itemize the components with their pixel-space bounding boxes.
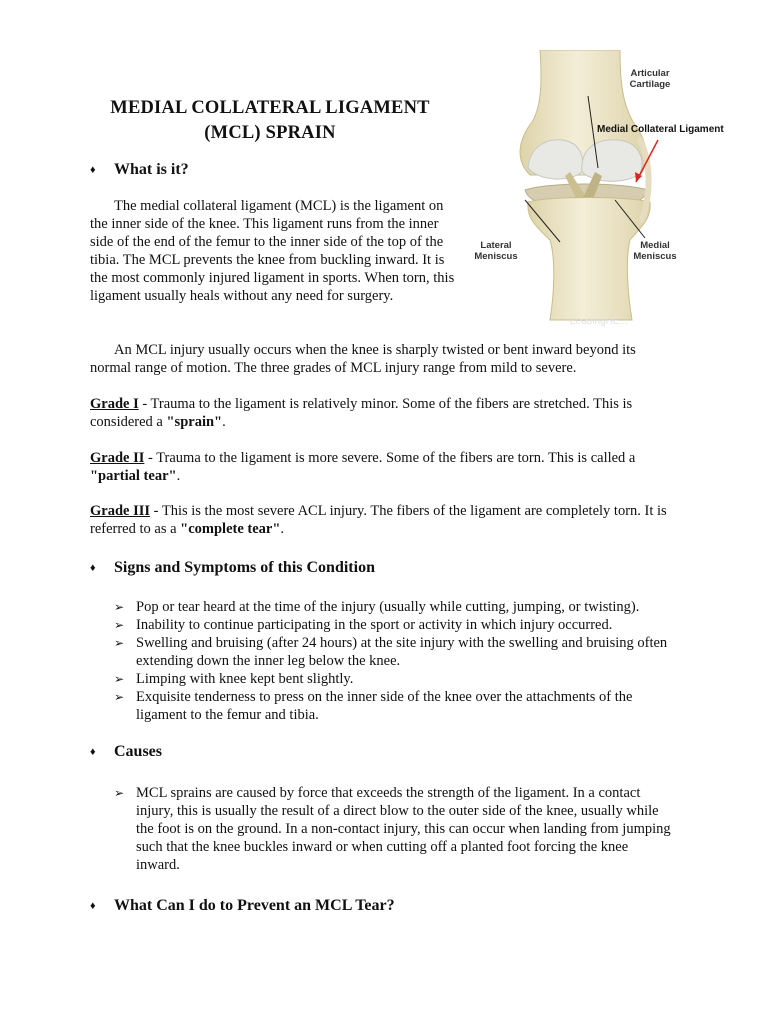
arrow-bullet-icon: ➢ xyxy=(114,786,125,800)
grade-3-term: Grade III xyxy=(90,503,151,519)
diamond-bullet-icon: ♦ xyxy=(90,900,96,912)
list-item xyxy=(114,688,674,724)
medial-meniscus-label-line1: Medial xyxy=(640,240,670,251)
grade-3-text: - This is the most severe ACL injury. The fibers of the ligament are completely torn. It is referred to as a xyxy=(90,503,667,537)
list-item xyxy=(114,784,674,874)
causes-list xyxy=(114,784,674,874)
knee-anatomy-figure xyxy=(470,50,760,335)
diamond-bullet-icon: ♦ xyxy=(90,746,96,758)
list-item-text: Exquisite tenderness to press on the inner side of the knee over the attachments of the ligament to the femur and tibia. xyxy=(136,689,633,723)
title-line-1: MEDIAL COLLATERAL LIGAMENT xyxy=(110,98,430,118)
heading-text: What Can I do to Prevent an MCL Tear? xyxy=(114,897,395,914)
page-title xyxy=(80,96,460,146)
list-item xyxy=(114,670,674,688)
list-item-text: Inability to continue participating in the sport or activity in which injury occurred. xyxy=(136,617,613,633)
list-item xyxy=(114,616,674,634)
grade-1-end: . xyxy=(222,414,226,430)
grade-1-quote: "sprain" xyxy=(166,414,223,430)
lateral-meniscus-label-line2: Meniscus xyxy=(474,251,518,262)
lateral-meniscus-label xyxy=(466,240,526,262)
figure-watermark: LeadingHE... xyxy=(570,316,628,327)
arrow-bullet-icon: ➢ xyxy=(114,636,125,650)
grade-1-text: - Trauma to the ligament is relatively minor. Some of the fibers are stretched. This is considered a xyxy=(90,396,633,430)
heading-text: Signs and Symptoms of this Condition xyxy=(114,559,375,576)
knee-illustration xyxy=(470,50,760,335)
diamond-bullet-icon: ♦ xyxy=(90,562,96,574)
grade-2-text: - Trauma to the ligament is more severe. Some of the fibers are torn. This is called a xyxy=(144,450,636,466)
medial-meniscus-label-line2: Meniscus xyxy=(633,251,677,262)
articular-cartilage-label xyxy=(610,68,690,90)
grade-3-paragraph xyxy=(90,502,670,538)
grade-1-paragraph xyxy=(90,395,670,431)
heading-causes xyxy=(90,742,162,762)
diamond-bullet-icon: ♦ xyxy=(90,164,96,176)
arrow-bullet-icon: ➢ xyxy=(114,618,125,632)
list-item-text: Limping with knee kept bent slightly. xyxy=(136,671,354,687)
lateral-meniscus-label-line1: Lateral xyxy=(480,240,512,251)
list-item xyxy=(114,634,674,670)
grade-2-term: Grade II xyxy=(90,450,145,466)
title-line-2: (MCL) SPRAIN xyxy=(204,123,336,143)
heading-text: Causes xyxy=(114,743,163,760)
list-item xyxy=(114,598,674,616)
grade-1-term: Grade I xyxy=(90,396,139,412)
list-item-text: MCL sprains are caused by force that exceeds the strength of the ligament. In a contact injury, this is usually the result of a direct blow to the outer side of the knee, usually while the foot is on the ground. In a non-contact injury, this can occur when landing from jumping such that the knee buckles inward or when cutting off a planted foot forcing the knee inward. xyxy=(136,785,671,873)
heading-signs-symptoms xyxy=(90,558,375,578)
articular-cartilage-label-line2: Cartilage xyxy=(629,79,671,90)
heading-prevent xyxy=(90,896,395,916)
articular-cartilage-label-line1: Articular xyxy=(630,68,670,79)
arrow-bullet-icon: ➢ xyxy=(114,600,125,614)
signs-list xyxy=(114,598,674,724)
grade-2-paragraph xyxy=(90,449,670,485)
grade-3-quote: "complete tear" xyxy=(180,521,281,537)
list-item-text: Pop or tear heard at the time of the injury (usually while cutting, jumping, or twisting). xyxy=(136,599,640,615)
mcl-label: Medial Collateral Ligament xyxy=(597,124,724,135)
paragraph-injury-mechanism: An MCL injury usually occurs when the knee is sharply twisted or bent inward beyond its normal range of motion. The three grades of MCL injury range from mild to severe. xyxy=(90,342,636,376)
heading-text: What is it? xyxy=(114,161,189,178)
grade-2-end: . xyxy=(176,468,181,484)
grade-3-end: . xyxy=(280,521,285,537)
arrow-bullet-icon: ➢ xyxy=(114,672,125,686)
heading-what-is-it xyxy=(90,160,189,180)
paragraph-definition: The medial collateral ligament (MCL) is the ligament on the inner side of the knee. This ligament runs from the inner side of the end of the femur to the inner side of the top of the tibia. The MCL prevents the knee from buckling inward. It is the most commonly injured ligament in sports. When torn, this ligament usually heals without any need for surgery. xyxy=(90,198,455,304)
list-item-text: Swelling and bruising (after 24 hours) at the site injury with the swelling and bruising often extending down the inner leg below the knee. xyxy=(136,635,668,669)
medial-meniscus-label xyxy=(620,240,690,262)
arrow-bullet-icon: ➢ xyxy=(114,690,125,704)
grade-2-quote: "partial tear" xyxy=(90,468,177,484)
